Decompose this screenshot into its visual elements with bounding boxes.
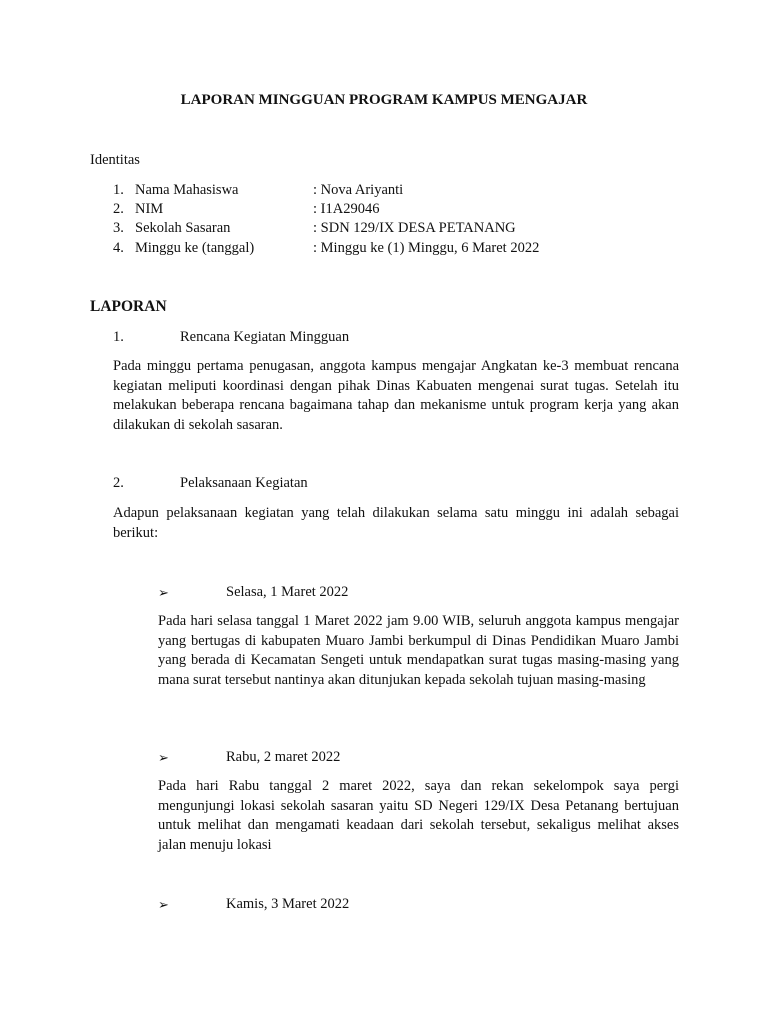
identity-row: [113, 201, 573, 221]
identity-row-value: : I1A29046: [313, 201, 380, 217]
identity-row-number: 3.: [113, 220, 124, 236]
document-title: LAPORAN MINGGUAN PROGRAM KAMPUS MENGAJAR: [180, 92, 588, 108]
day-date: Rabu, 2 maret 2022: [226, 749, 341, 765]
identity-row: [113, 240, 573, 260]
identity-row-number: 4.: [113, 240, 124, 256]
arrow-bullet-icon: ➢: [158, 585, 169, 600]
identity-row-number: 1.: [113, 182, 124, 198]
identity-row-label: Minggu ke (tanggal): [135, 240, 255, 256]
identity-row: [113, 182, 573, 202]
identity-row-label: NIM: [135, 201, 164, 217]
section-title: Rencana Kegiatan Mingguan: [180, 329, 350, 345]
identity-row-label: Nama Mahasiswa: [135, 182, 239, 198]
report-heading: LAPORAN: [90, 298, 167, 315]
identity-heading: Identitas: [90, 152, 140, 168]
identity-row-value: : Minggu ke (1) Minggu, 6 Maret 2022: [313, 240, 540, 256]
identity-row: [113, 220, 573, 240]
identity-row-label: Sekolah Sasaran: [135, 220, 231, 236]
section-number: 1.: [113, 329, 124, 345]
identity-row-number: 2.: [113, 201, 124, 217]
section-title: Pelaksanaan Kegiatan: [180, 475, 308, 491]
section-number: 2.: [113, 475, 124, 491]
day-date: Selasa, 1 Maret 2022: [226, 584, 349, 600]
day-description: Pada hari Rabu tanggal 2 maret 2022, saya dan rekan sekelompok saya pergi mengunjungi lokasi sekolah sasaran yaitu SD Negeri 129/IX Desa Petanang bertujuan untuk melihat dan mengamati keadaan dari sekolah tersebut, sekaligus melihat akses jalan menuju lokasi: [158, 778, 679, 853]
section-paragraph: Adapun pelaksanaan kegiatan yang telah dilakukan selama satu minggu ini adalah sebagai berikut:: [113, 505, 679, 541]
arrow-bullet-icon: ➢: [158, 750, 169, 765]
arrow-bullet-icon: ➢: [158, 897, 169, 912]
day-date: Kamis, 3 Maret 2022: [226, 896, 350, 912]
day-description: Pada hari selasa tanggal 1 Maret 2022 jam 9.00 WIB, seluruh anggota kampus mengajar yang bertugas di kabupaten Muaro Jambi berkumpul di Dinas Pendidikan Muaro Jambi yang berada di Kecamatan Sengeti untuk mendapatkan surat tugas masing-masing yang mana surat tersebut nantinya akan ditunjukan kepada sekolah tujuan masing-masing: [158, 613, 679, 688]
section-paragraph: Pada minggu pertama penugasan, anggota kampus mengajar Angkatan ke-3 membuat rencana kegiatan meliputi koordinasi dengan pihak Dinas Kabuaten mengenai surat tugas. Setelah itu melakukan beberapa rencana bagaimana tahap dan mekanisme untuk program kerja yang akan dilakukan di sekolah sasaran.: [113, 358, 679, 433]
identity-row-value: : SDN 129/IX DESA PETANANG: [313, 220, 516, 236]
identity-row-value: : Nova Ariyanti: [313, 182, 404, 198]
